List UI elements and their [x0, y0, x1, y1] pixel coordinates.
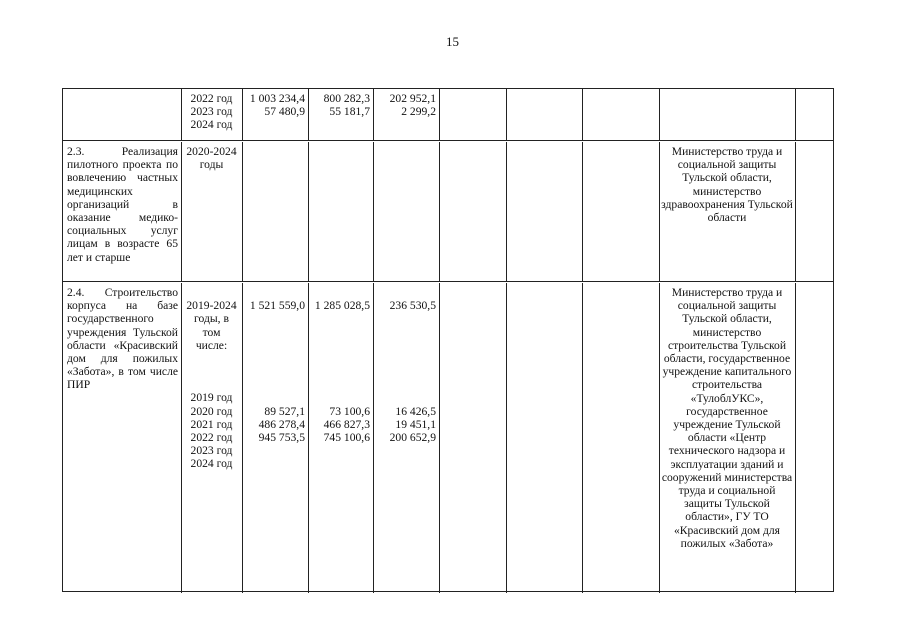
- regional-amount-cell: 202 952,1 2 299,2: [389, 92, 436, 119]
- responsible-cell: Министерство труда и социальной защиты Тульской области, министерство строительства Тульской области, государственное учреждение капитального строительства «ТулоблУКС», государственное учреждение Тульской области «Центр технического надзора и эксплуатации зданий и сооружений министерства труда и социальной защиты Тульской области», ГУ ТО «Красивский дом для пожилых «Забота»: [661, 286, 793, 550]
- measure-name-cell: 2.3. Реализация пилотного проекта по вовлечению частных медицинских организаций в оказание медико-социальных услуг лицам в возрасте 65 лет и старше: [67, 145, 178, 264]
- measure-name-cell: 2.4. Строительство корпуса на базе государственного учреждения Тульской области «Красивский дом для пожилых «Забота», в том числе ПИР: [67, 286, 178, 392]
- term-cell: 2022 год 2023 год 2024 год: [190, 92, 233, 132]
- table-row: [63, 142, 833, 282]
- total-amount-cell: [242, 142, 308, 145]
- table-row: [63, 283, 833, 593]
- federal-amount-cell: [308, 142, 373, 145]
- term-period: 2019-2024 годы, в том числе:: [186, 299, 237, 352]
- regional-sum: 236 530,5: [389, 299, 436, 313]
- regional-amount-cell: [373, 283, 439, 458]
- page-number: 15: [446, 34, 459, 49]
- regional-by-year: 16 426,5 19 451,1 200 652,9: [389, 404, 436, 445]
- total-by-year: 89 527,1 486 278,4 945 753,5: [258, 404, 305, 445]
- program-table: [62, 88, 834, 592]
- responsible-cell: [659, 89, 795, 92]
- federal-amount-cell: 800 282,3 55 181,7: [323, 92, 370, 119]
- term-cell: 2020-2024 годы: [186, 145, 237, 172]
- regional-amount-cell: [373, 142, 439, 145]
- federal-by-year: 73 100,6 466 827,3 745 100,6: [323, 404, 370, 445]
- total-amount-cell: [242, 283, 308, 458]
- federal-amount-cell: [308, 283, 373, 458]
- total-sum: 1 521 559,0: [249, 299, 305, 313]
- term-years: 2019 год 2020 год 2021 год 2022 год 2023 год 2024 год: [190, 391, 233, 471]
- term-cell: [181, 283, 242, 484]
- table-row: [63, 89, 833, 141]
- total-amount-cell: 1 003 234,4 57 480,9: [249, 92, 305, 119]
- measure-name-cell: [63, 89, 181, 92]
- responsible-cell: Министерство труда и социальной защиты Тульской области, министерство здравоохранения Тульской области: [661, 145, 793, 225]
- federal-sum: 1 285 028,5: [314, 299, 370, 313]
